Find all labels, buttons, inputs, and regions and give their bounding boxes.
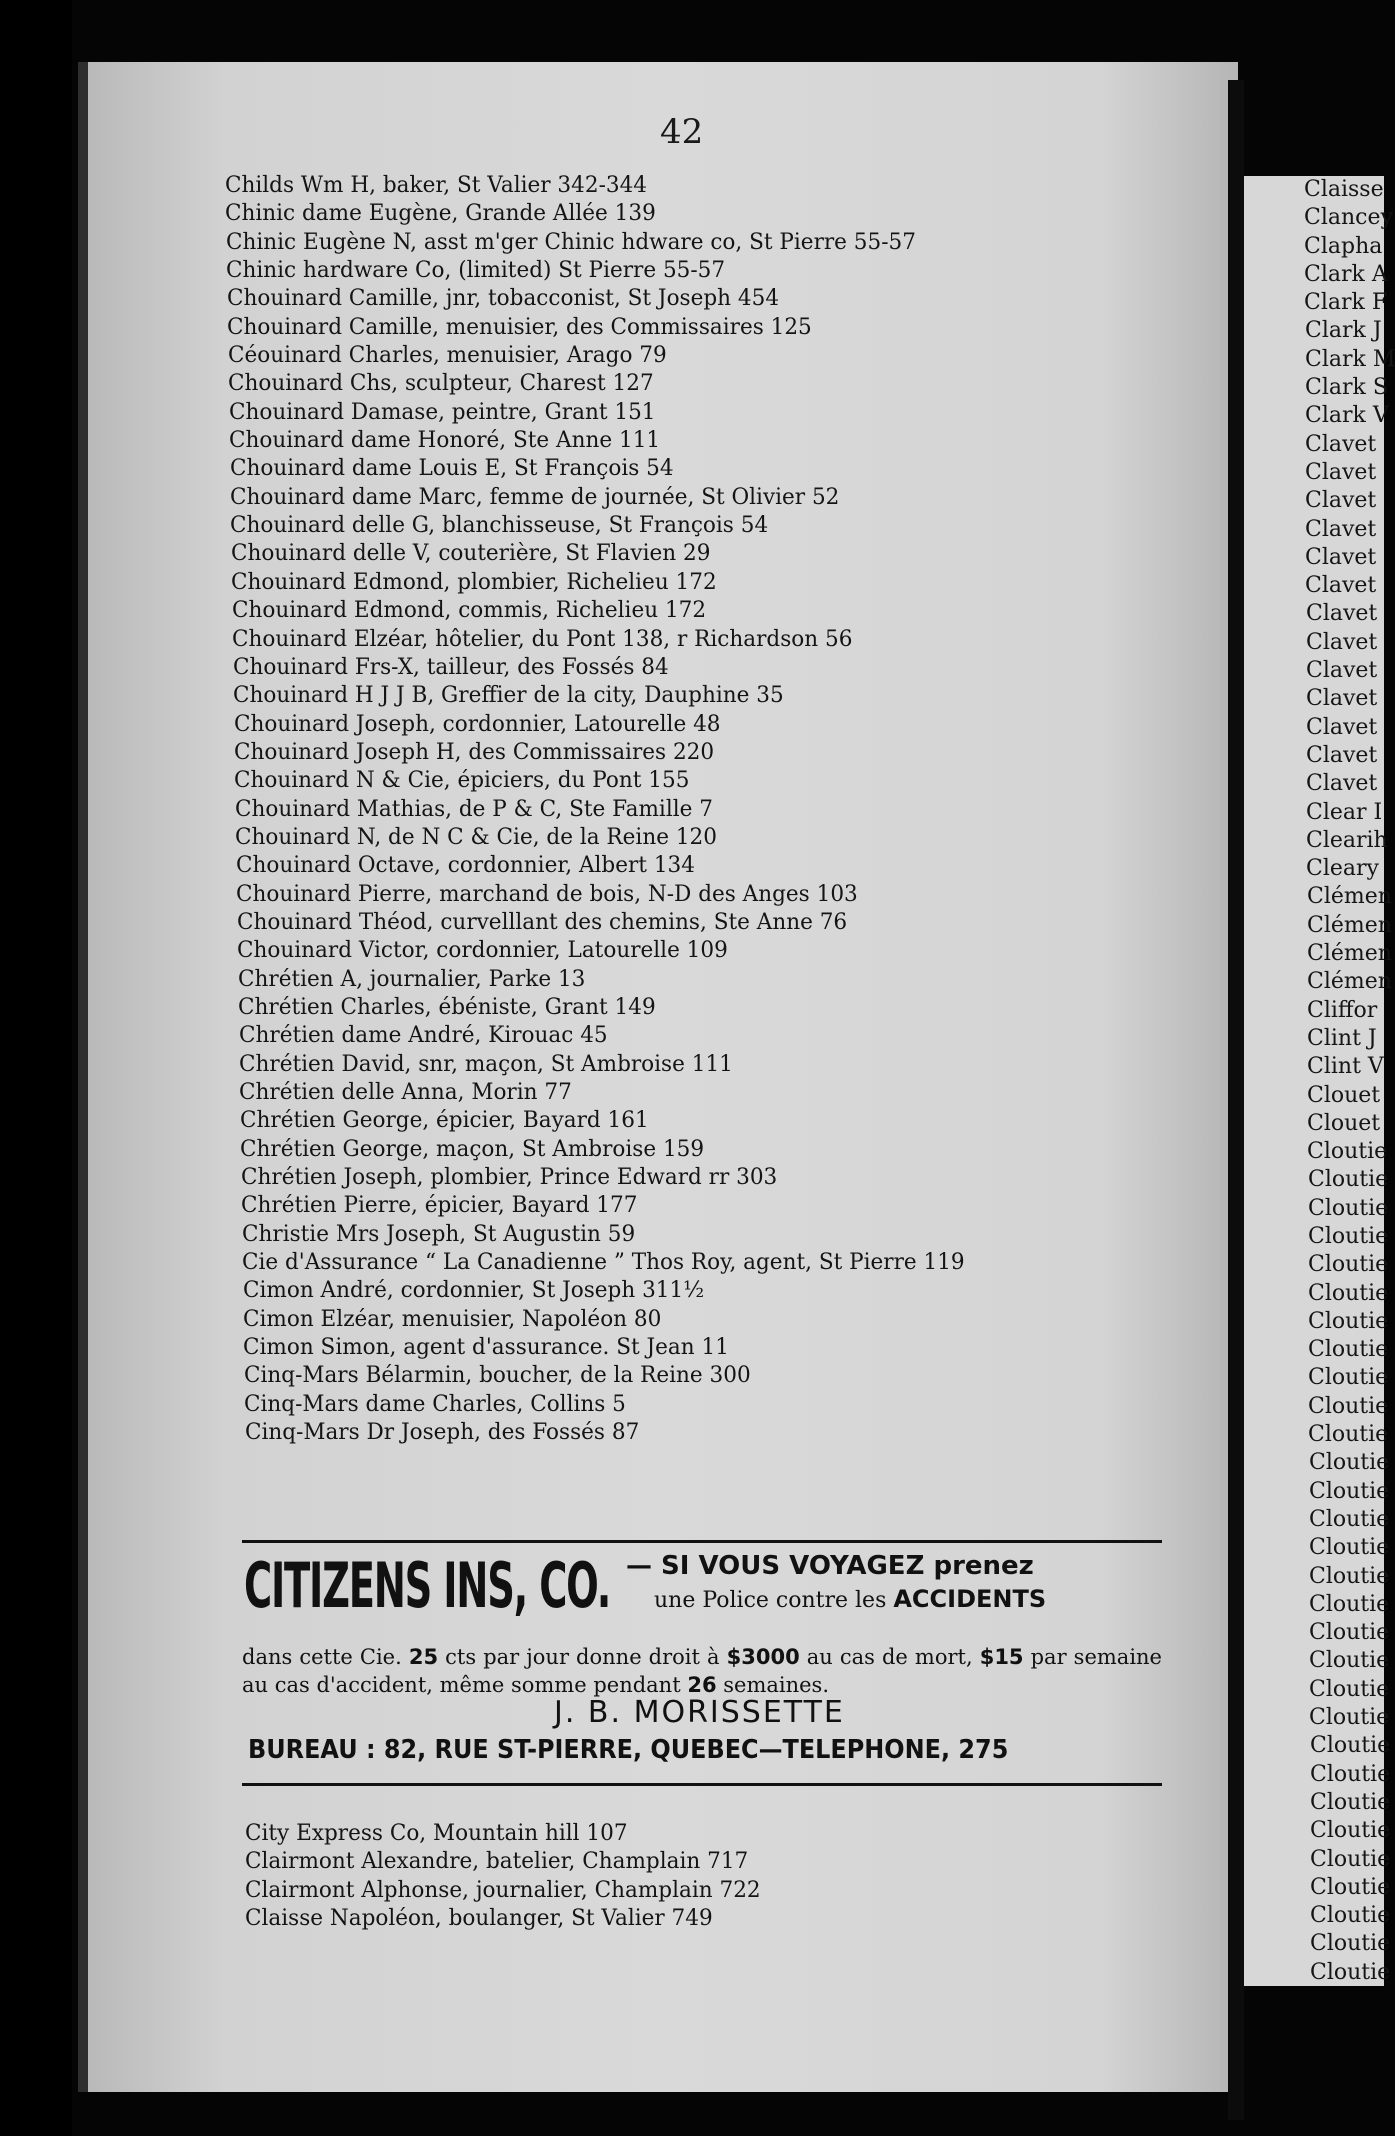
ad-body-text: dans cette Cie. [242, 1645, 409, 1669]
directory-entry: Chouinard Joseph H, des Commissaires 220 [234, 739, 715, 765]
directory-entry: Chrétien A, journalier, Parke 13 [238, 966, 586, 992]
facing-page-entry: Clémen [1307, 941, 1392, 967]
directory-entry: Chouinard Edmond, commis, Richelieu 172 [232, 598, 707, 624]
directory-entry: Chouinard Damase, peintre, Grant 151 [229, 399, 656, 425]
facing-page-entry: Cloutie [1308, 1280, 1389, 1306]
directory-entry: Chrétien Charles, ébéniste, Grant 149 [238, 994, 656, 1020]
ad-brand: CITIZENS INS, CO. [244, 1549, 611, 1622]
directory-entry: Chouinard N & Cie, épiciers, du Pont 155 [234, 768, 690, 794]
ad-agent-name: J. B. MORISSETTE [554, 1695, 845, 1730]
facing-page-entry: Clavet [1305, 573, 1377, 599]
directory-entry: Chinic hardware Co, (limited) St Pierre 55-57 [226, 258, 726, 284]
directory-entry: Chinic dame Eugène, Grande Allée 139 [225, 201, 656, 227]
facing-page-entry: Cliffor [1307, 997, 1378, 1023]
citizens-insurance-advertisement [242, 1540, 1162, 1786]
directory-entry: Cimon Simon, agent d'assurance. St Jean 11 [243, 1335, 729, 1361]
facing-page-entry: Cloutie [1309, 1506, 1390, 1532]
directory-entries-bottom [245, 1820, 1195, 1933]
directory-entry: Chouinard Elzéar, hôtelier, du Pont 138, r Richardson 56 [232, 626, 853, 652]
facing-page-entry: Clavet [1305, 459, 1377, 485]
facing-page-entry: Cloutie [1310, 1931, 1391, 1957]
facing-page-entry: Cloutie [1309, 1478, 1390, 1504]
ad-body-emphasis: $3000 [726, 1645, 800, 1669]
facing-page-entry: Clancey [1304, 205, 1393, 231]
directory-entry: Chouinard delle G, blanchisseuse, St François 54 [230, 513, 769, 539]
directory-entry: Chrétien Pierre, épicier, Bayard 177 [241, 1193, 638, 1219]
facing-page-entry: Clavet [1306, 742, 1378, 768]
facing-page-entry: Clavet [1305, 544, 1377, 570]
directory-entry: Chouinard H J J B, Greffier de la city, Dauphine 35 [233, 683, 784, 709]
directory-entries-top [225, 172, 1175, 1447]
ad-body [242, 1643, 1162, 1699]
directory-entry: Cimon Elzéar, menuisier, Napoléon 80 [243, 1306, 662, 1332]
ad-body-emphasis: $15 [979, 1645, 1024, 1669]
facing-page-entry: Clavet [1306, 658, 1378, 684]
facing-page-entry: Cloutie [1308, 1337, 1389, 1363]
facing-page-entry: Cloutie [1308, 1223, 1389, 1249]
facing-page-entry: Clavet [1306, 686, 1378, 712]
book-binding-edge [0, 0, 72, 2136]
facing-page-entry: Clavet [1306, 714, 1378, 740]
facing-page-entry: Clémen [1307, 912, 1392, 938]
directory-entry: Chouinard Mathias, de P & C, Ste Famille 7 [235, 796, 713, 822]
ad-subheadline [654, 1585, 1046, 1613]
directory-entry: Céouinard Charles, menuisier, Arago 79 [228, 343, 667, 369]
facing-page-entry: Cloutie [1308, 1393, 1389, 1419]
directory-entry: Cimon André, cordonnier, St Joseph 311½ [243, 1278, 705, 1304]
ad-body-emphasis: 26 [687, 1673, 717, 1697]
directory-entry: Chrétien delle Anna, Morin 77 [239, 1080, 572, 1105]
directory-entry: Chouinard Camille, jnr, tobacconist, St Joseph 454 [227, 286, 780, 312]
facing-page-entry: Clark J [1305, 318, 1382, 344]
directory-entry: City Express Co, Mountain hill 107 [245, 1821, 628, 1846]
facing-page-entry: Clark F [1304, 290, 1388, 316]
directory-entry: Claisse Napoléon, boulanger, St Valier 749 [245, 1906, 713, 1932]
facing-page-entry: Cloutie [1310, 1818, 1391, 1844]
ad-headline: — SI VOUS VOYAGEZ prenez [626, 1551, 1034, 1581]
ad-body-text: semaines. [716, 1673, 829, 1697]
directory-entry: Chrétien Joseph, plombier, Prince Edward rr 303 [241, 1165, 778, 1191]
facing-page-entry: Cloutie [1310, 1903, 1391, 1929]
ad-body-text: au cas de mort, [799, 1645, 980, 1669]
facing-page-entry: Clearih [1306, 827, 1388, 853]
facing-page-entry: Clark A [1304, 261, 1388, 287]
facing-page-entry: Clavet [1305, 516, 1377, 542]
directory-entry: Childs Wm H, baker, St Valier 342-344 [225, 173, 648, 198]
facing-page-entry: Cloutie [1308, 1252, 1389, 1278]
facing-page-entry: Cloutie [1308, 1365, 1389, 1391]
directory-entry: Chrétien George, épicier, Bayard 161 [240, 1108, 649, 1134]
facing-page-entry: Clear I [1306, 799, 1383, 825]
facing-page-column [1244, 176, 1395, 1986]
facing-page-entry: Clouet [1307, 1110, 1381, 1136]
directory-entry: Cinq-Mars Bélarmin, boucher, de la Reine 300 [244, 1363, 751, 1389]
facing-page-entry: Clavet [1306, 629, 1378, 655]
directory-entry: Chouinard Camille, menuisier, des Commissaires 125 [227, 314, 812, 340]
directory-entry: Cinq-Mars Dr Joseph, des Fossés 87 [245, 1420, 640, 1446]
directory-entry: Chrétien dame André, Kirouac 45 [239, 1023, 608, 1049]
facing-page-entry: Clark S [1305, 375, 1388, 401]
facing-page-entry: Cloutie [1309, 1563, 1390, 1589]
directory-entry: Chouinard Victor, cordonnier, Latourelle 109 [237, 938, 728, 964]
facing-page-entry: Cloutie [1309, 1676, 1390, 1702]
facing-page-entry: Cloutie [1310, 1846, 1391, 1872]
directory-entry: Chouinard Théod, curvelllant des chemins, Ste Anne 76 [237, 909, 848, 935]
directory-entry: Clairmont Alphonse, journalier, Champlain 722 [245, 1877, 761, 1903]
directory-entry: Chinic Eugène N, asst m'ger Chinic hdware co, St Pierre 55-57 [226, 229, 916, 255]
facing-page-entry: Cloutie [1310, 1959, 1391, 1985]
directory-entry: Cie d'Assurance “ La Canadienne ” Thos Roy, agent, St Pierre 119 [242, 1250, 965, 1276]
facing-page-entry: Cloutie [1309, 1620, 1390, 1646]
facing-page-entry: Cloutie [1308, 1422, 1389, 1448]
directory-entry: Christie Mrs Joseph, St Augustin 59 [242, 1221, 636, 1247]
facing-page-entry: Clouet [1307, 1082, 1381, 1108]
facing-page-entry: Clapha [1304, 233, 1383, 259]
facing-page-entry: Cloutie [1307, 1139, 1388, 1165]
page-number: 42 [660, 112, 704, 152]
directory-entry: Chouinard Frs-X, tailleur, des Fossés 84 [233, 654, 669, 680]
directory-entry: Chouinard dame Louis E, St François 54 [230, 456, 674, 482]
ad-body-emphasis: 25 [408, 1645, 439, 1669]
facing-page-entry: Cloutie [1308, 1167, 1389, 1193]
facing-page-entry: Cloutie [1310, 1761, 1391, 1787]
facing-page-entry: Clémen [1307, 884, 1392, 910]
directory-entry: Chrétien David, snr, maçon, St Ambroise 111 [239, 1051, 733, 1077]
facing-page-entry: Clavet [1305, 431, 1377, 457]
facing-page-entry: Cloutie [1309, 1705, 1390, 1731]
facing-page-entry: Cloutie [1308, 1195, 1389, 1221]
facing-page-entry: Cloutie [1310, 1789, 1391, 1815]
directory-entry: Chouinard Octave, cordonnier, Albert 134 [236, 853, 695, 879]
directory-entry: Chouinard dame Honoré, Ste Anne 111 [229, 428, 661, 454]
ad-body-text: par semaine au cas d'accident, même somme pendant [242, 1645, 1162, 1697]
facing-page-entry: Cloutie [1309, 1535, 1390, 1561]
facing-page-entry: Cloutie [1309, 1450, 1390, 1476]
facing-page-entry: Cloutie [1309, 1591, 1390, 1617]
directory-entry: Chouinard delle V, couterière, St Flavien 29 [231, 541, 711, 567]
directory-entry: Chrétien George, maçon, St Ambroise 159 [240, 1136, 705, 1162]
directory-entry: Chouinard N, de N C & Cie, de la Reine 120 [235, 824, 717, 850]
ad-subheadline-text: une Police contre les [654, 1588, 894, 1613]
facing-page-entry: Cleary [1306, 856, 1379, 882]
ad-body-text: cts par jour donne droit à [438, 1645, 727, 1669]
facing-page-entry: Clark M [1305, 346, 1395, 372]
facing-page-entry: Clark V [1305, 403, 1389, 429]
facing-page-entry: Claisse [1304, 177, 1384, 202]
facing-page-entry: Cloutie [1308, 1308, 1389, 1334]
facing-page-entries [1244, 176, 1395, 1987]
directory-entry: Chouinard Pierre, marchand de bois, N-D des Anges 103 [236, 881, 858, 907]
facing-page-entry: Clint V [1307, 1054, 1384, 1080]
facing-page-entry: Cloutie [1310, 1733, 1391, 1759]
directory-entry: Cinq-Mars dame Charles, Collins 5 [244, 1391, 626, 1417]
facing-page-entry: Clint J [1307, 1025, 1377, 1051]
directory-entry: Chouinard Joseph, cordonnier, Latourelle 48 [234, 711, 721, 737]
ad-address: BUREAU : 82, RUE ST-PIERRE, QUEBEC—TELEPHONE, 275 [248, 1735, 1009, 1765]
facing-page-entry: Cloutie [1310, 1874, 1391, 1900]
directory-entry: Clairmont Alexandre, batelier, Champlain 717 [245, 1849, 749, 1875]
facing-page-entry: Clavet [1305, 488, 1377, 514]
facing-page-entry: Clavet [1306, 601, 1378, 627]
page-gutter [1228, 80, 1244, 2120]
directory-entry: Chouinard dame Marc, femme de journée, St Olivier 52 [230, 484, 840, 510]
facing-page-entry: Cloutie [1309, 1648, 1390, 1674]
directory-entry: Chouinard Edmond, plombier, Richelieu 172 [231, 569, 717, 595]
facing-page-entry: Clavet [1306, 771, 1378, 797]
ad-subheadline-emphasis: ACCIDENTS [893, 1585, 1047, 1613]
facing-page-entry: Clémen [1307, 969, 1392, 995]
directory-entry: Chouinard Chs, sculpteur, Charest 127 [228, 371, 654, 397]
